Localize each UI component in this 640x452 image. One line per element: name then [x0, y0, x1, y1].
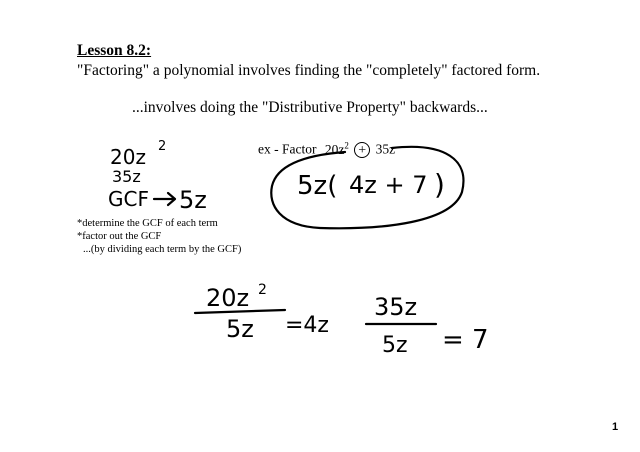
hw-div2-result: = 7 — [442, 325, 489, 355]
example-label: ex - Factor — [258, 141, 317, 157]
step-item: ...(by dividing each term by the GCF) — [83, 244, 242, 255]
hw-div1-numerator: 20z — [206, 284, 250, 312]
page-number: 1 — [612, 421, 619, 433]
step-item: *factor out the GCF — [77, 231, 162, 242]
hw-term1: 20z — [110, 145, 146, 169]
example-term1-exp: 2 — [344, 140, 349, 150]
hw-answer-inner: 4z + 7 — [349, 171, 428, 199]
hw-div1-denominator: 5z — [226, 315, 254, 343]
hw-answer-outer: 5z( — [297, 171, 338, 201]
lesson-title: Lesson 8.2: — [77, 42, 152, 59]
hw-term2: 35z — [112, 167, 141, 186]
step-item: *determine the GCF of each term — [77, 218, 218, 229]
hw-div1-result: =4z — [285, 313, 329, 338]
example-term2: 35z — [375, 141, 396, 157]
hw-answer-close: ) — [434, 168, 445, 201]
arrow-icon — [154, 193, 175, 205]
hw-div2-denominator: 5z — [382, 333, 408, 358]
hw-div1-numerator-exp: 2 — [258, 282, 267, 298]
hw-div2-numerator: 35z — [374, 293, 418, 321]
distributive-note: ...involves doing the "Distributive Property" backwards... — [132, 99, 488, 116]
circled-plus-operator: + — [354, 142, 370, 158]
hw-term1-exp: 2 — [158, 139, 167, 154]
hw-gcf-label: GCF — [108, 187, 149, 211]
hw-gcf-value: 5z — [179, 186, 207, 214]
intro-text: "Factoring" a polynomial involves finding the "completely" factored form. — [77, 62, 541, 79]
example-term1-coef: 20z — [324, 141, 345, 157]
